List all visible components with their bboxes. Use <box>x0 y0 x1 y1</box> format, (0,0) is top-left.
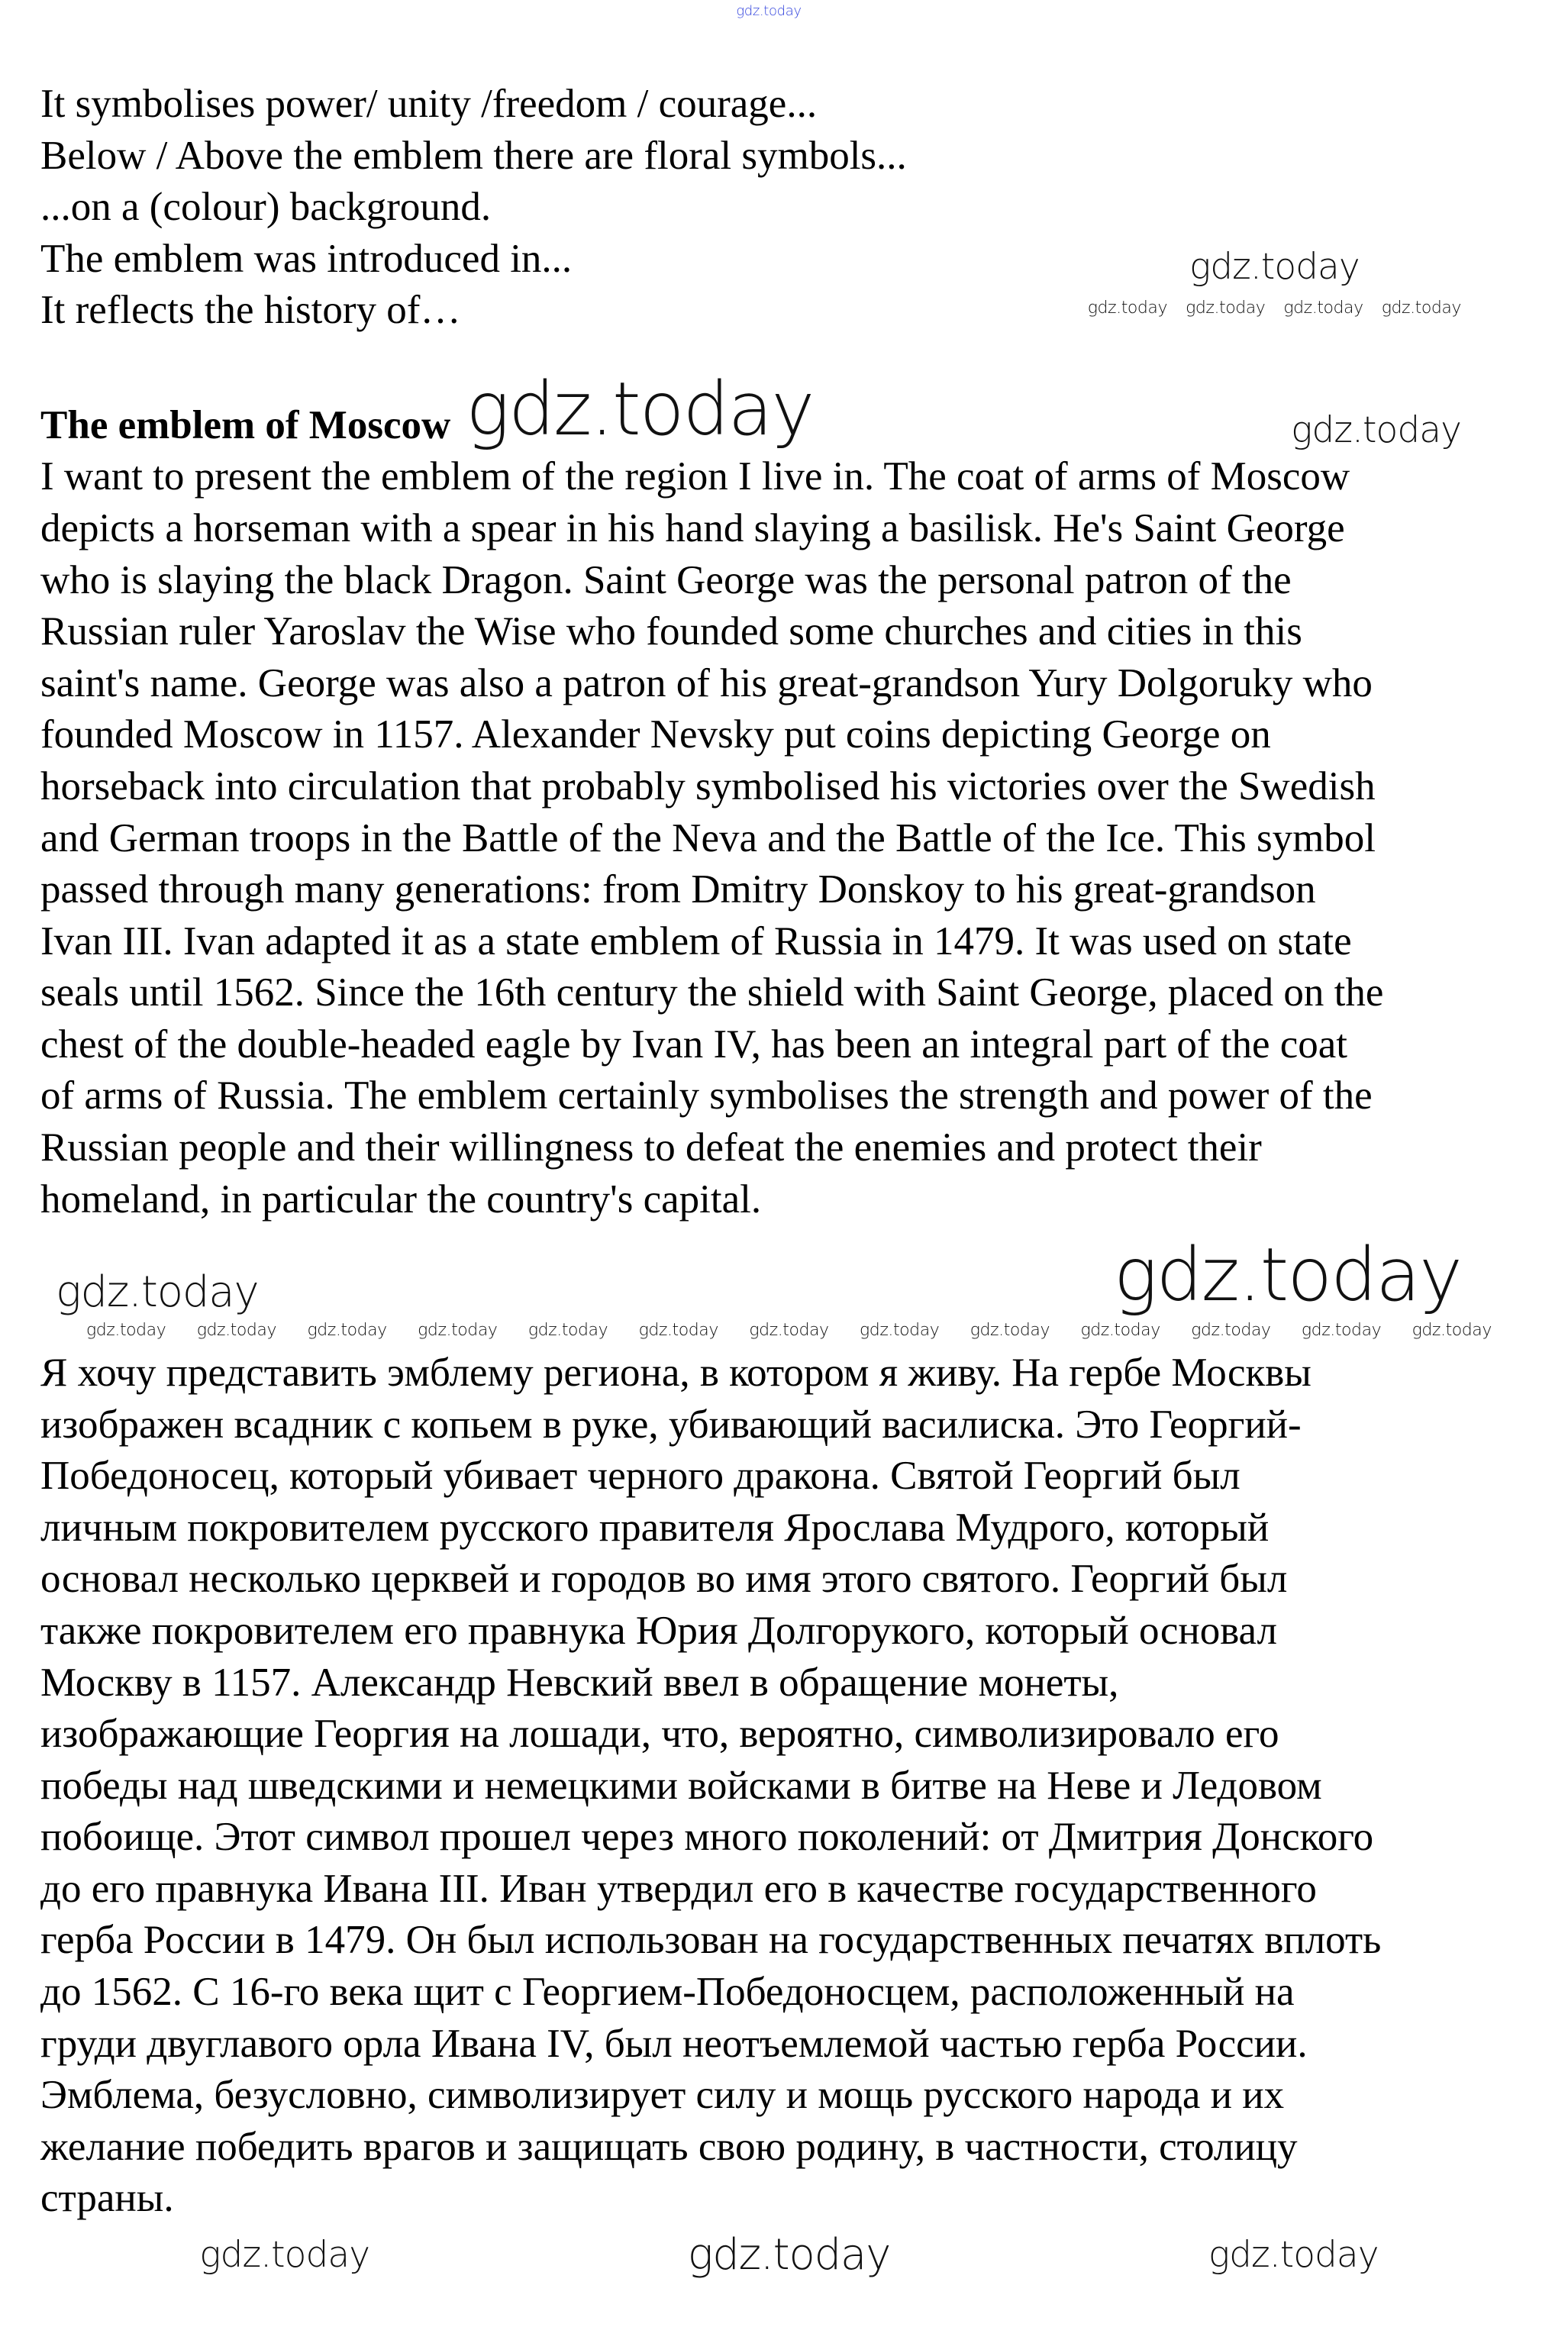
intro-section <box>40 79 1537 337</box>
watermark: gdz.today <box>1189 246 1360 288</box>
watermark: gdz.today <box>56 1267 259 1318</box>
text-line: horseback into circulation that probably symbolised his victories over the Swedish <box>40 763 1376 809</box>
watermark: gdz.today <box>638 1320 718 1340</box>
watermark: gdz.today <box>687 2230 891 2280</box>
text-line: побоище. Этот символ прошел через много поколений: от Дмитрия Донского <box>40 1815 1374 1860</box>
text-line: Эмблема, безусловно, символизирует силу и мощь русского народа и их <box>40 2073 1285 2118</box>
phrase: It reflects the history of… <box>40 288 461 333</box>
watermark: gdz.today <box>1301 1320 1382 1340</box>
text-line: depicts a horseman with a spear in his hand slaying a basilisk. He's Saint George <box>40 505 1345 550</box>
watermark: gdz.today <box>860 1320 940 1340</box>
text-line: I want to present the emblem of the region I live in. The coat of arms of Moscow <box>40 454 1350 499</box>
heading-row <box>40 367 1537 451</box>
phrase: The emblem was introduced in... <box>40 236 573 281</box>
text-line: также покровителем его правнука Юрия Долгорукого, который основал <box>40 1608 1277 1653</box>
text-line: страны. <box>40 2176 174 2221</box>
text-line: личным покровителем русского правителя Ярослава Мудрого, который <box>40 1505 1270 1550</box>
watermark-row <box>40 1318 1537 1348</box>
watermark: gdz.today <box>1080 1320 1160 1340</box>
heading-group <box>40 367 813 451</box>
watermark: gdz.today <box>418 1320 498 1340</box>
text-line: passed through many generations: from Dmitry Donskoy to his great-grandson <box>40 867 1316 912</box>
watermark: gdz.today <box>1113 1232 1461 1318</box>
watermark: gdz.today <box>1381 299 1461 318</box>
watermark: gdz.today <box>1283 299 1363 318</box>
text-line: Russian people and their willingness to defeat the enemies and protect their <box>40 1125 1262 1170</box>
text-line: изображающие Георгия на лошади, что, вероятно, символизировало его <box>40 1712 1279 1757</box>
section-heading: The emblem of Moscow <box>40 402 451 447</box>
phrase-list <box>40 79 907 337</box>
watermark: gdz.today <box>1186 299 1266 318</box>
watermark: gdz.today <box>1087 299 1168 318</box>
watermark: gdz.today <box>970 1320 1050 1340</box>
watermark: gdz.today <box>307 1320 387 1340</box>
watermark: gdz.today <box>1412 1320 1492 1340</box>
text-line: Ivan III. Ivan adapted it as a state emblem of Russia in 1479. It was used on state <box>40 918 1352 963</box>
watermark: gdz.today <box>1291 409 1461 452</box>
watermark: gdz.today <box>466 366 814 452</box>
watermark-group <box>1088 79 1461 318</box>
watermark: gdz.today <box>1208 2234 1379 2277</box>
text-line: of arms of Russia. The emblem certainly symbolises the strength and power of the <box>40 1073 1373 1118</box>
phrase: ...on a (colour) background. <box>40 185 492 230</box>
text-line: who is slaying the black Dragon. Saint George was the personal patron of the <box>40 557 1292 602</box>
text-line: chest of the double-headed eagle by Ivan IV, has been an integral part of the coat <box>40 1022 1347 1067</box>
text-line: Я хочу представить эмблему региона, в котором я живу. На гербе Москвы <box>40 1350 1312 1395</box>
russian-paragraph <box>40 1348 1537 2225</box>
text-line: seals until 1562. Since the 16th century the shield with Saint George, placed on the <box>40 970 1384 1015</box>
text-line: до его правнука Ивана III. Иван утвердил его в качестве государственного <box>40 1866 1317 1911</box>
text-line: желание победить врагов и защищать свою родину, в частности, столицу <box>40 2124 1298 2169</box>
text-line: до 1562. С 16-го века щит с Георгием-Победоносцем, расположенный на <box>40 1970 1295 2015</box>
text-line: Победоносец, который убивает черного дракона. Святой Георгий был <box>40 1454 1241 1499</box>
watermark: gdz.today <box>736 2 802 19</box>
text-line: герба России в 1479. Он был использован на государственных печатях вплоть <box>40 1918 1382 1963</box>
watermark: gdz.today <box>749 1320 829 1340</box>
watermark-group <box>1088 299 1461 318</box>
watermark: gdz.today <box>86 1320 166 1340</box>
top-watermark-row <box>0 0 1537 23</box>
text-line: основал несколько церквей и городов во имя этого святого. Георгий был <box>40 1557 1288 1602</box>
text-line: груди двуглавого орла Ивана IV, был неотъемлемой частью герба России. <box>40 2021 1308 2066</box>
text-line: Russian ruler Yaroslav the Wise who founded some churches and cities in this <box>40 609 1302 654</box>
watermark-row <box>40 2225 1537 2280</box>
watermark: gdz.today <box>196 1320 277 1340</box>
text-line: homeland, in particular the country's capital. <box>40 1176 762 1222</box>
watermark: gdz.today <box>528 1320 608 1340</box>
watermark-row <box>40 1225 1537 1317</box>
text-line: победы над шведскими и немецкими войсками в битве на Неве и Ледовом <box>40 1763 1322 1808</box>
text-line: изображен всадник с копьем в руке, убивающий василиска. Это Георгий- <box>40 1402 1302 1447</box>
phrase: It symbolises power/ unity /freedom / courage... <box>40 82 818 126</box>
english-paragraph <box>40 451 1537 1225</box>
watermark: gdz.today <box>199 2234 370 2277</box>
text-line: and German troops in the Battle of the Neva and the Battle of the Ice. This symbol <box>40 815 1376 860</box>
phrase: Below / Above the emblem there are floral symbols... <box>40 133 907 178</box>
text-line: Москву в 1157. Александр Невский ввел в обращение монеты, <box>40 1660 1119 1705</box>
watermark: gdz.today <box>1191 1320 1271 1340</box>
text-line: founded Moscow in 1157. Alexander Nevsky put coins depicting George on <box>40 712 1271 757</box>
text-line: saint's name. George was also a patron of his great-grandson Yury Dolgoruky who <box>40 660 1373 705</box>
